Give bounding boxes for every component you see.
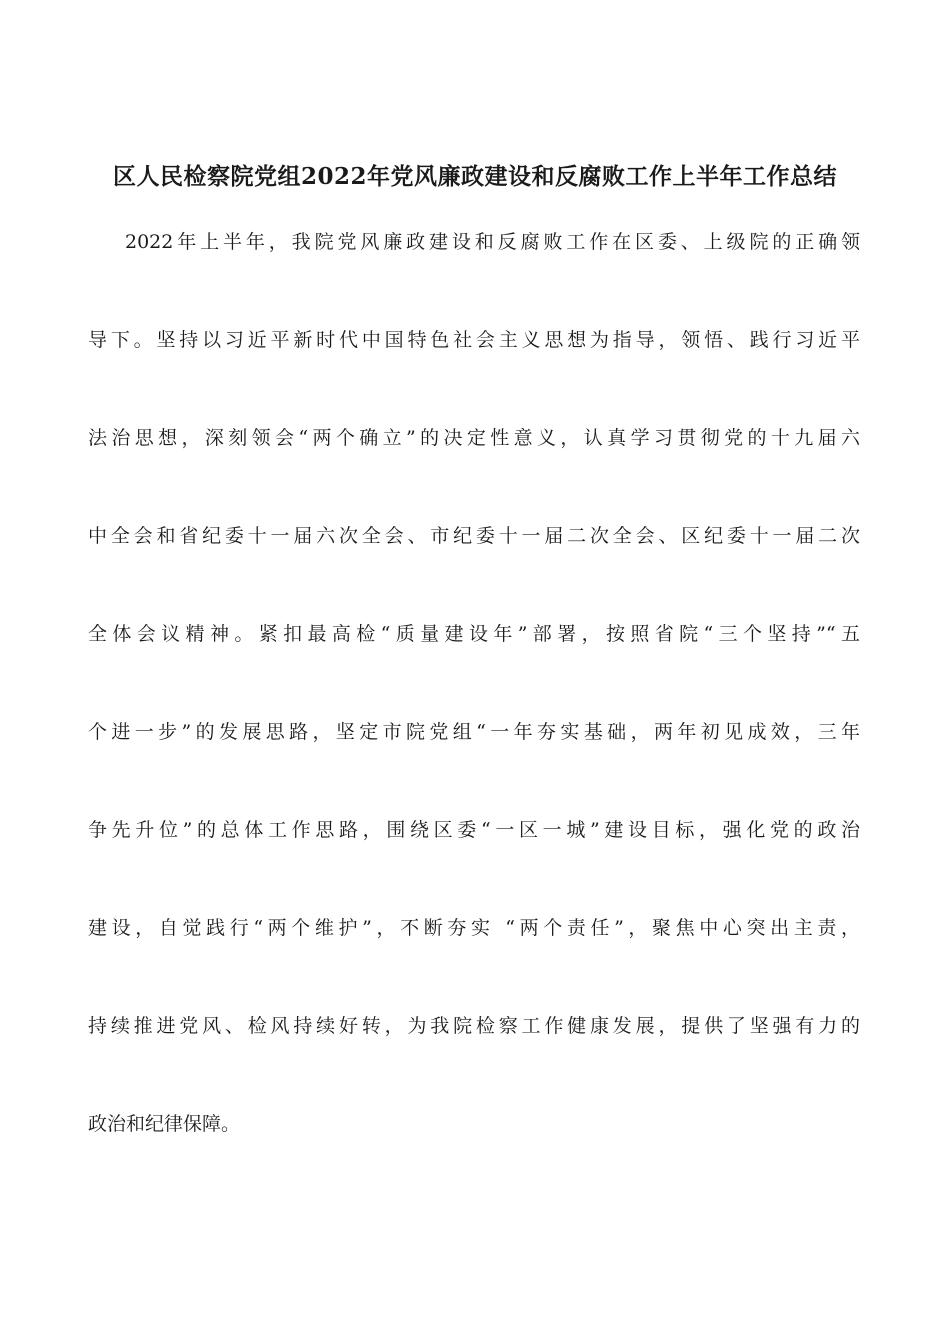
paragraph-line: 政治和纪律保障。	[88, 1113, 241, 1135]
paragraph-line: 建设，自觉践行“两个维护”，不断夯实 “两个责任”，聚焦中心突出主责，	[88, 917, 860, 939]
paragraph-line: 法治思想，深刻领会“两个确立”的决定性意义，认真学习贯彻党的十九届六	[88, 427, 860, 449]
paragraph-line: 2022年上半年，我院党风廉政建设和反腐败工作在区委、上级院的正确领	[125, 231, 860, 253]
paragraph-line: 持续推进党风、检风持续好转，为我院检察工作健康发展，提供了坚强有力的	[88, 1015, 860, 1037]
document-title: 区人民检察院党组2022年党风廉政建设和反腐败工作上半年工作总结	[112, 163, 837, 190]
paragraph-line: 争先升位”的总体工作思路，围绕区委“一区一城”建设目标，强化党的政治	[88, 819, 860, 841]
paragraph-line: 中全会和省纪委十一届六次全会、市纪委十一届二次全会、区纪委十一届二次	[88, 525, 860, 547]
paragraph-line: 导下。坚持以习近平新时代中国特色社会主义思想为指导，领悟、践行习近平	[88, 329, 860, 351]
paragraph-line: 个进一步”的发展思路，坚定市院党组“一年夯实基础，两年初见成效，三年	[88, 721, 860, 743]
paragraph-line: 全体会议精神。紧扣最高检“质量建设年”部署，按照省院“三个坚持”“五	[88, 623, 860, 645]
